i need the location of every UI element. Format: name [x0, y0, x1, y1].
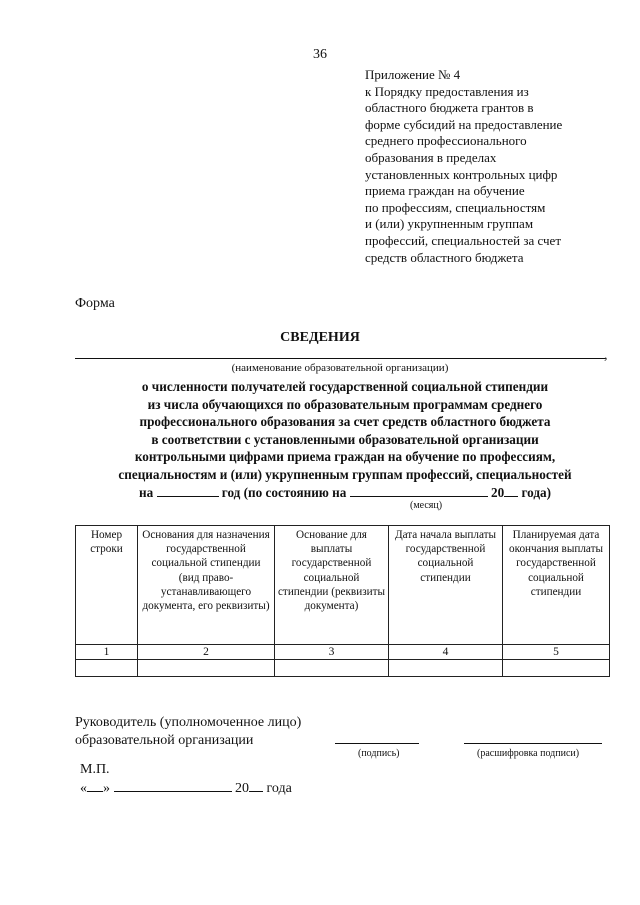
- appendix-line: профессий, специальностей за счет: [365, 232, 562, 248]
- appendix-line: Приложение № 4: [365, 67, 461, 82]
- date-line: [80, 779, 292, 797]
- appendix-block: [365, 67, 625, 266]
- date-close-quote: »: [103, 781, 110, 796]
- table-number-cell: 2: [138, 645, 275, 660]
- table-number-cell: 1: [76, 645, 138, 660]
- signature-block: [75, 714, 301, 750]
- heading-na: на: [139, 484, 154, 500]
- appendix-line: среднего профессионального: [365, 133, 527, 149]
- heading-line: профессионального образования за счет средств областного бюджета: [139, 414, 551, 430]
- month-blank[interactable]: [350, 485, 488, 497]
- month-caption: (месяц): [410, 500, 443, 511]
- signature-decode-caption: (расшифровка подписи): [477, 748, 580, 759]
- table-header-row: [76, 526, 610, 645]
- appendix-line: и (или) укрупненным группам: [365, 216, 534, 232]
- date-year-prefix: 20: [235, 781, 249, 796]
- data-table: [75, 525, 610, 677]
- appendix-line: к Порядку предоставления из: [365, 83, 529, 99]
- signature-caption: (подпись): [358, 748, 400, 759]
- appendix-line: по профессиям, специальностям: [365, 199, 546, 215]
- appendix-line: образования в пределах: [365, 149, 497, 165]
- heading-line: в соответствии с установленными образовательной организации: [151, 431, 539, 447]
- table-cell[interactable]: [76, 660, 138, 677]
- table-number-cell: 4: [389, 645, 503, 660]
- table-header-cell: Номер строки: [76, 526, 138, 645]
- org-comma: ,: [604, 348, 608, 363]
- month-date-blank[interactable]: [114, 779, 232, 792]
- heading-line: специальностям и (или) укрупненным группам профессий, специальностей: [118, 466, 572, 482]
- heading-year-word: года): [521, 484, 551, 500]
- table-number-cell: 3: [275, 645, 389, 660]
- heading-line: контрольными цифрами приема граждан на обучение по профессиям,: [134, 449, 556, 465]
- org-name-field-line[interactable]: [75, 358, 605, 359]
- date-open-quote: «: [80, 781, 87, 796]
- appendix-line: средств областного бюджета: [365, 249, 524, 265]
- signature-field-line[interactable]: [335, 743, 419, 744]
- stamp-label: М.П.: [80, 762, 110, 777]
- date-year-blank[interactable]: [249, 779, 263, 792]
- table-cell[interactable]: [138, 660, 275, 677]
- table-header-cell: Основание для выплаты государственной социальной стипендии (реквизиты документа): [275, 526, 389, 645]
- year-suffix-blank[interactable]: [504, 485, 518, 497]
- document-title: СВЕДЕНИЯ: [280, 330, 360, 345]
- page-number: 36: [313, 47, 327, 62]
- table-header-cell: Основания для назначения государственной социальной стипендии (вид право-устанавливающего документа, его реквизиты): [138, 526, 275, 645]
- table-cell[interactable]: [503, 660, 610, 677]
- appendix-line: областного бюджета грантов в: [365, 100, 534, 116]
- year-blank[interactable]: [157, 485, 219, 497]
- heading-date-line: [60, 484, 630, 502]
- form-label: Форма: [75, 296, 115, 311]
- table-header-cell: Планируемая дата окончания выплаты государственной социальной стипендии: [503, 526, 610, 645]
- signer-title-line1: Руководитель (уполномоченное лицо): [75, 715, 302, 730]
- report-heading: [60, 378, 630, 501]
- signature-decode-field-line[interactable]: [464, 743, 602, 744]
- heading-line: из числа обучающихся по образовательным программам среднего: [147, 396, 543, 412]
- table-header-cell: Дата начала выплаты государственной социальной стипендии: [389, 526, 503, 645]
- table-cell[interactable]: [389, 660, 503, 677]
- day-blank[interactable]: [87, 779, 103, 792]
- heading-line: о численности получателей государственной социальной стипендии: [141, 379, 549, 394]
- appendix-line: установленных контрольных цифр: [365, 166, 558, 182]
- table-cell[interactable]: [275, 660, 389, 677]
- table-number-cell: 5: [503, 645, 610, 660]
- org-name-caption: (наименование образовательной организации): [231, 362, 449, 374]
- appendix-line: приема граждан на обучение: [365, 183, 525, 199]
- heading-year-prefix: 20: [490, 484, 505, 500]
- appendix-line: форме субсидий на предоставление: [365, 116, 563, 132]
- table-row: [76, 660, 610, 677]
- date-year-word: года: [266, 781, 292, 796]
- table-number-row: [76, 645, 610, 660]
- heading-as-of: год (по состоянию на: [221, 484, 347, 500]
- signer-title-line2: образовательной организации: [75, 733, 254, 748]
